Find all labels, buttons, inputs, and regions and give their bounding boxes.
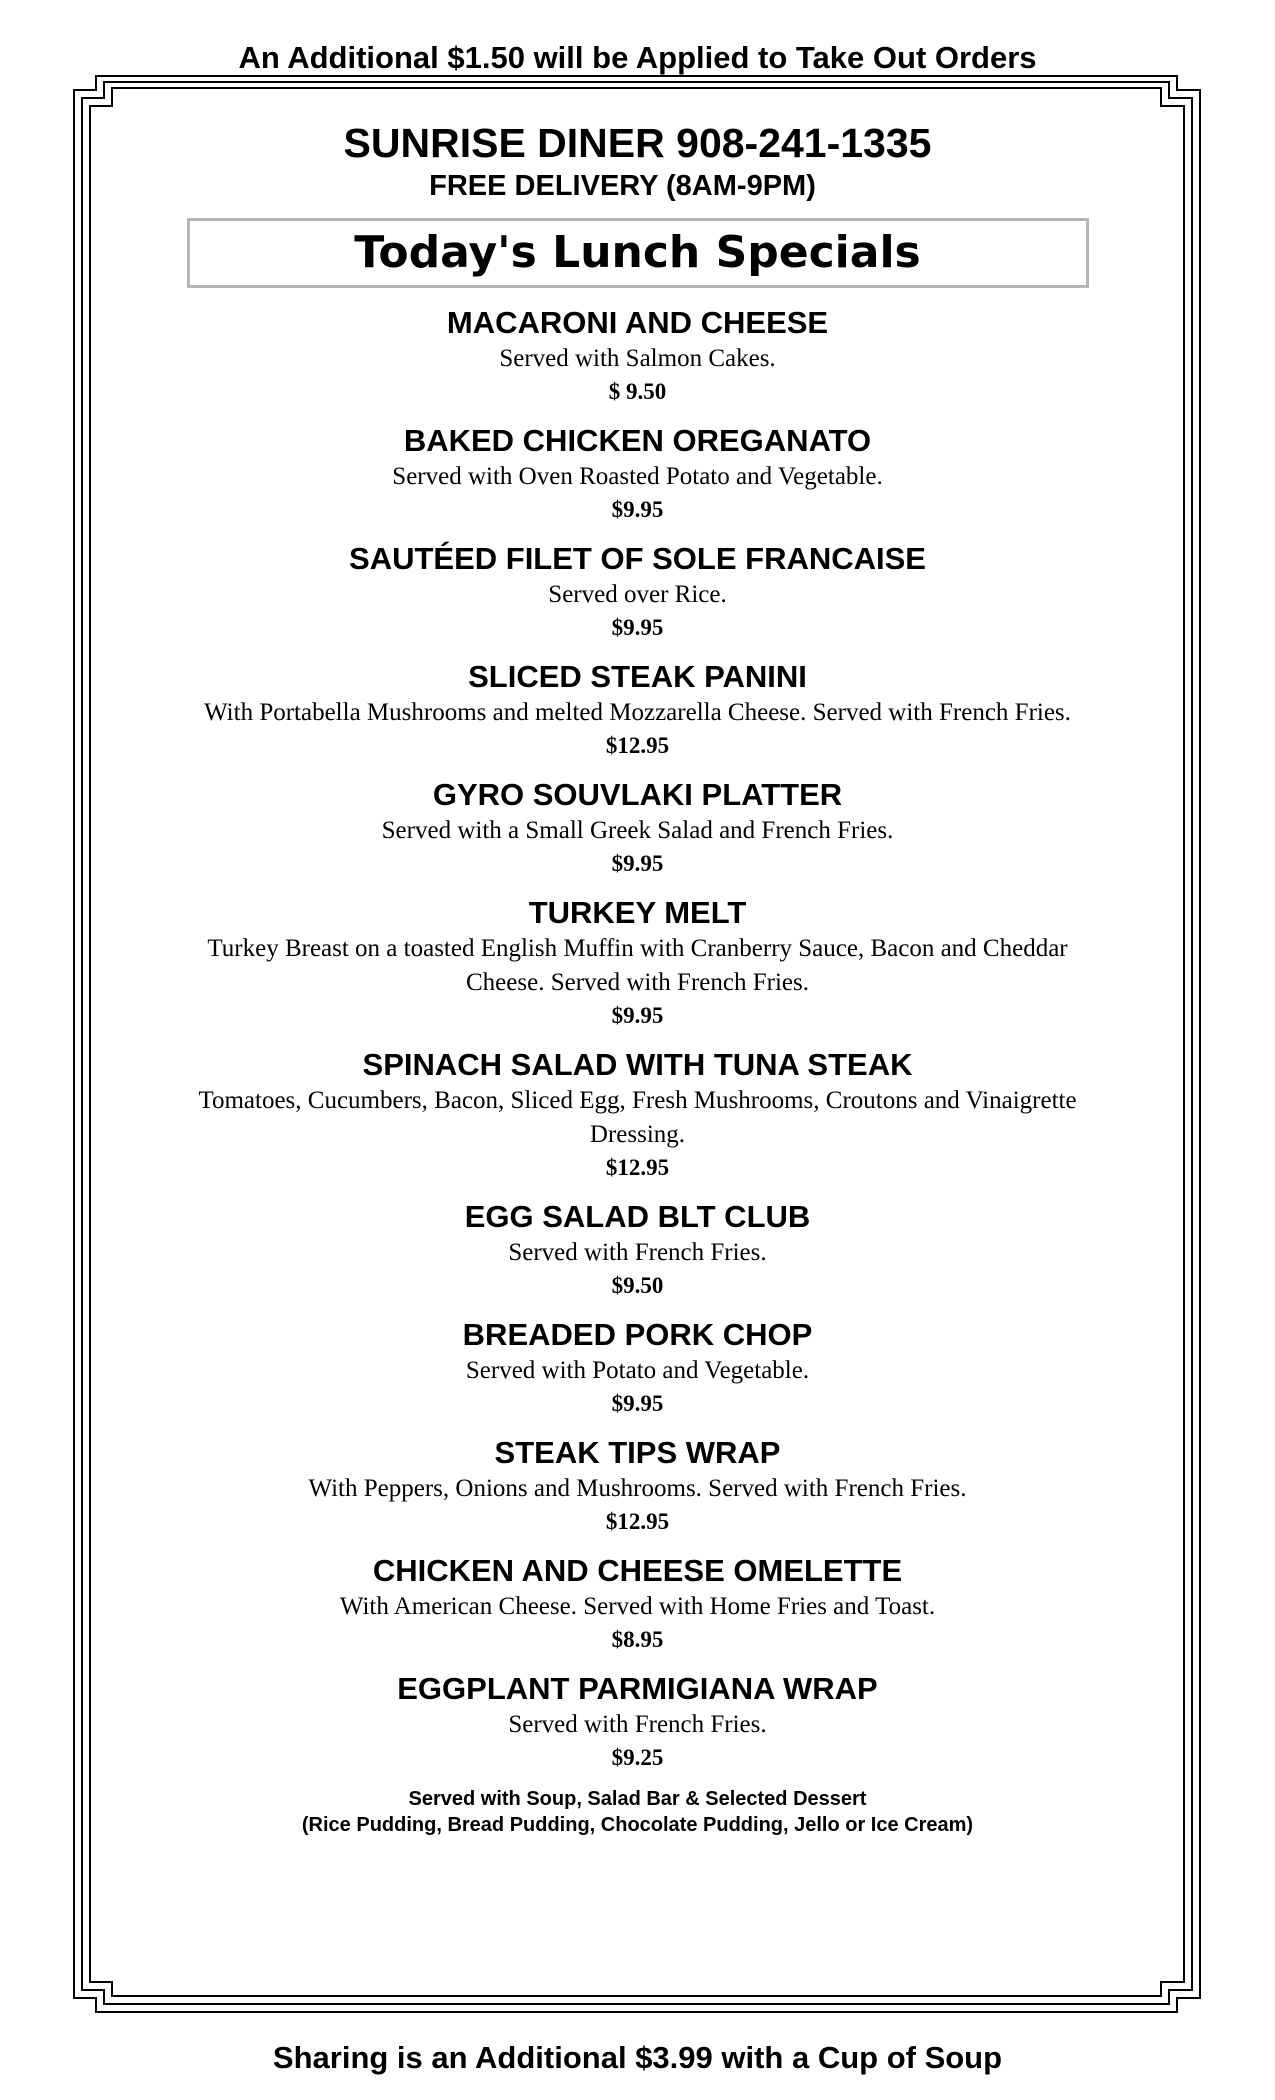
- item-description: With Peppers, Onions and Mushrooms. Served with French Fries.: [308, 1475, 967, 1502]
- specials-title: Today's Lunch Specials: [354, 227, 921, 278]
- item-description: Served with a Small Greek Salad and French Fries.: [381, 817, 894, 844]
- item-price: $9.95: [611, 1003, 664, 1028]
- item-name: SLICED STEAK PANINI: [468, 659, 807, 694]
- menu-item: [140, 658, 1135, 762]
- menu-item: [140, 422, 1135, 526]
- dessert-options-line: (Rice Pudding, Bread Pudding, Chocolate Pudding, Jello or Ice Cream): [301, 1814, 974, 1836]
- menu-item: [140, 1046, 1135, 1184]
- menu-items: [140, 304, 1135, 1774]
- item-name: TURKEY MELT: [528, 895, 747, 930]
- item-description: With Portabella Mushrooms and melted Mozzarella Cheese. Served with French Fries.: [204, 699, 1071, 726]
- item-name: BAKED CHICKEN OREGANATO: [403, 423, 872, 458]
- menu-item: [140, 776, 1135, 880]
- item-price: $9.50: [611, 1273, 664, 1298]
- menu-item: [140, 1670, 1135, 1774]
- item-name: SAUTÉED FILET OF SOLE FRANCAISE: [349, 541, 926, 576]
- item-price: $9.95: [611, 1391, 664, 1416]
- item-name: BREADED PORK CHOP: [462, 1317, 813, 1352]
- item-description: Tomatoes, Cucumbers, Bacon, Sliced Egg, Fresh Mushrooms, Croutons and Vinaigrette Dressing.: [198, 1087, 1077, 1148]
- item-name: EGG SALAD BLT CLUB: [464, 1199, 811, 1234]
- item-name: GYRO SOUVLAKI PLATTER: [432, 777, 843, 812]
- item-name: CHICKEN AND CHEESE OMELETTE: [372, 1553, 903, 1588]
- item-price: $9.95: [611, 615, 664, 640]
- item-price: $9.95: [611, 497, 664, 522]
- menu-item: [140, 540, 1135, 644]
- item-price: $9.25: [611, 1745, 664, 1770]
- menu-item: [140, 304, 1135, 408]
- item-description: Turkey Breast on a toasted English Muffin with Cranberry Sauce, Bacon and Cheddar Cheese. Served with French Fries.: [207, 935, 1068, 996]
- item-price: $12.95: [605, 1509, 670, 1534]
- item-description: Served with French Fries.: [508, 1239, 767, 1266]
- menu-content: [140, 118, 1135, 1838]
- item-name: STEAK TIPS WRAP: [494, 1435, 781, 1470]
- delivery-info: FREE DELIVERY (8AM-9PM): [429, 170, 816, 202]
- item-name: MACARONI AND CHEESE: [446, 305, 829, 340]
- menu-item: [140, 894, 1135, 1032]
- item-description: Served with Salmon Cakes.: [499, 345, 776, 372]
- item-name: SPINACH SALAD WITH TUNA STEAK: [362, 1047, 913, 1082]
- item-description: Served with Oven Roasted Potato and Vegetable.: [392, 463, 883, 490]
- menu-item: [140, 1198, 1135, 1302]
- item-price: $ 9.50: [608, 379, 667, 404]
- item-description: With American Cheese. Served with Home Fries and Toast.: [339, 1593, 936, 1620]
- item-price: $9.95: [611, 851, 664, 876]
- specials-title-box: [187, 218, 1089, 288]
- menu-item: [140, 1316, 1135, 1420]
- diner-name: SUNRISE DINER 908-241-1335: [343, 120, 932, 166]
- sharing-surcharge-note: Sharing is an Additional $3.99 with a Cup of Soup: [272, 2040, 1003, 2075]
- item-description: Served with Potato and Vegetable.: [465, 1357, 810, 1384]
- item-name: EGGPLANT PARMIGIANA WRAP: [397, 1671, 878, 1706]
- item-description: Served with French Fries.: [508, 1711, 767, 1738]
- item-price: $12.95: [605, 1155, 670, 1180]
- included-sides-note: [140, 1786, 1135, 1838]
- menu-item: [140, 1552, 1135, 1656]
- menu-item: [140, 1434, 1135, 1538]
- item-price: $8.95: [611, 1627, 664, 1652]
- item-description: Served over Rice.: [548, 581, 727, 608]
- item-price: $12.95: [605, 733, 670, 758]
- included-sides-line: Served with Soup, Salad Bar & Selected Dessert: [408, 1788, 867, 1810]
- takeout-surcharge-note: An Additional $1.50 will be Applied to Take Out Orders: [238, 40, 1037, 75]
